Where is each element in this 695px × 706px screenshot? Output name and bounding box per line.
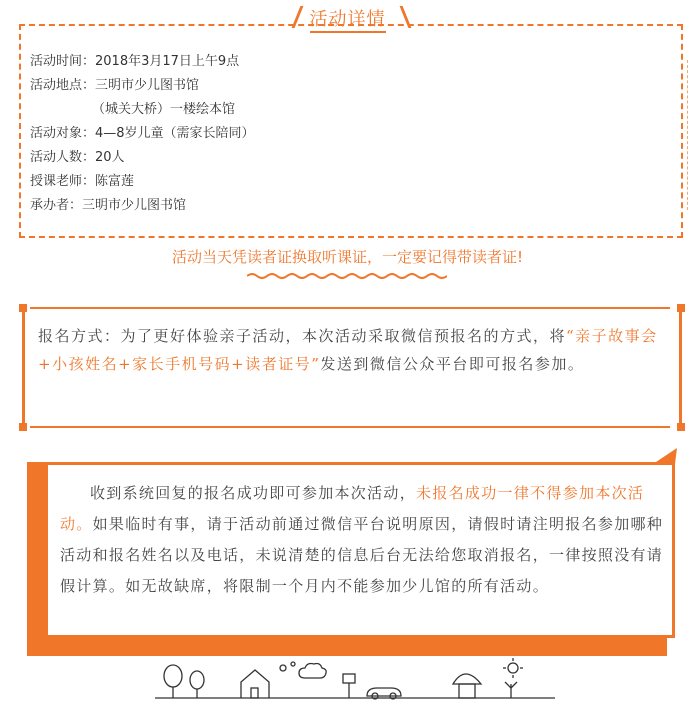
footer-illustration bbox=[155, 658, 555, 702]
corner-dot bbox=[19, 423, 27, 431]
confirmation-warning: 未报名成功一律不得参加本次活动。 bbox=[60, 484, 645, 533]
detail-location: 活动地点：三明市少儿图书馆 bbox=[30, 78, 200, 93]
detail-location-sub: （城关大桥）一楼绘本馆 bbox=[92, 102, 236, 117]
corner-dot bbox=[677, 423, 685, 431]
corner-dot bbox=[677, 304, 685, 312]
house-icon bbox=[241, 670, 269, 698]
registration-bottom-line bbox=[30, 426, 670, 428]
detail-organizer: 承办者：三明市少儿图书馆 bbox=[30, 198, 187, 213]
registration-top-line bbox=[30, 307, 670, 309]
page-title: 活动详情 bbox=[310, 5, 386, 31]
corner-dot bbox=[19, 304, 27, 312]
detail-audience: 活动对象：4—8岁儿童（需家长陪同） bbox=[30, 126, 255, 141]
corner-fold-icon bbox=[653, 446, 679, 466]
car-icon bbox=[367, 688, 401, 699]
mailbox-icon bbox=[343, 674, 355, 698]
sun-icon bbox=[503, 658, 523, 678]
details-list bbox=[30, 50, 255, 218]
decorative-dash bbox=[687, 60, 688, 210]
cloud-icon bbox=[280, 662, 326, 678]
detail-count: 活动人数：20人 bbox=[30, 150, 125, 165]
notice-text: 活动当天凭读者证换取听课证，一定要记得带读者证! bbox=[171, 248, 523, 266]
confirmation-text: 收到系统回复的报名成功即可参加本次活动，未报名成功一律不得参加本次活动。如果临时有事，请于活动前通过微信平台说明原因，请假时请注明报名参加哪种活动和报名姓名以及电话，未说清楚的信息后台无法给您取消报名，一律按照没有请假计算。如无故缺席，将限制一个月内不能参加少儿馆的所有活动。 bbox=[60, 484, 664, 595]
tree-icon bbox=[164, 665, 204, 698]
wave-divider bbox=[247, 272, 447, 280]
registration-text: 报名方式：为了更好体验亲子活动，本次活动采取微信预报名的方式，将“亲子故事会+小孩姓名+家长手机号码+读者证号”发送到微信公众平台即可报名参加。 bbox=[38, 327, 658, 373]
mushroom-house-icon bbox=[453, 674, 481, 698]
tree-icon bbox=[505, 682, 517, 698]
detail-time: 活动时间：2018年3月17日上午9点 bbox=[30, 54, 240, 69]
registration-format: “亲子故事会+小孩姓名+家长手机号码+读者证号” bbox=[38, 327, 658, 373]
detail-teacher: 授课老师：陈富莲 bbox=[30, 174, 135, 189]
